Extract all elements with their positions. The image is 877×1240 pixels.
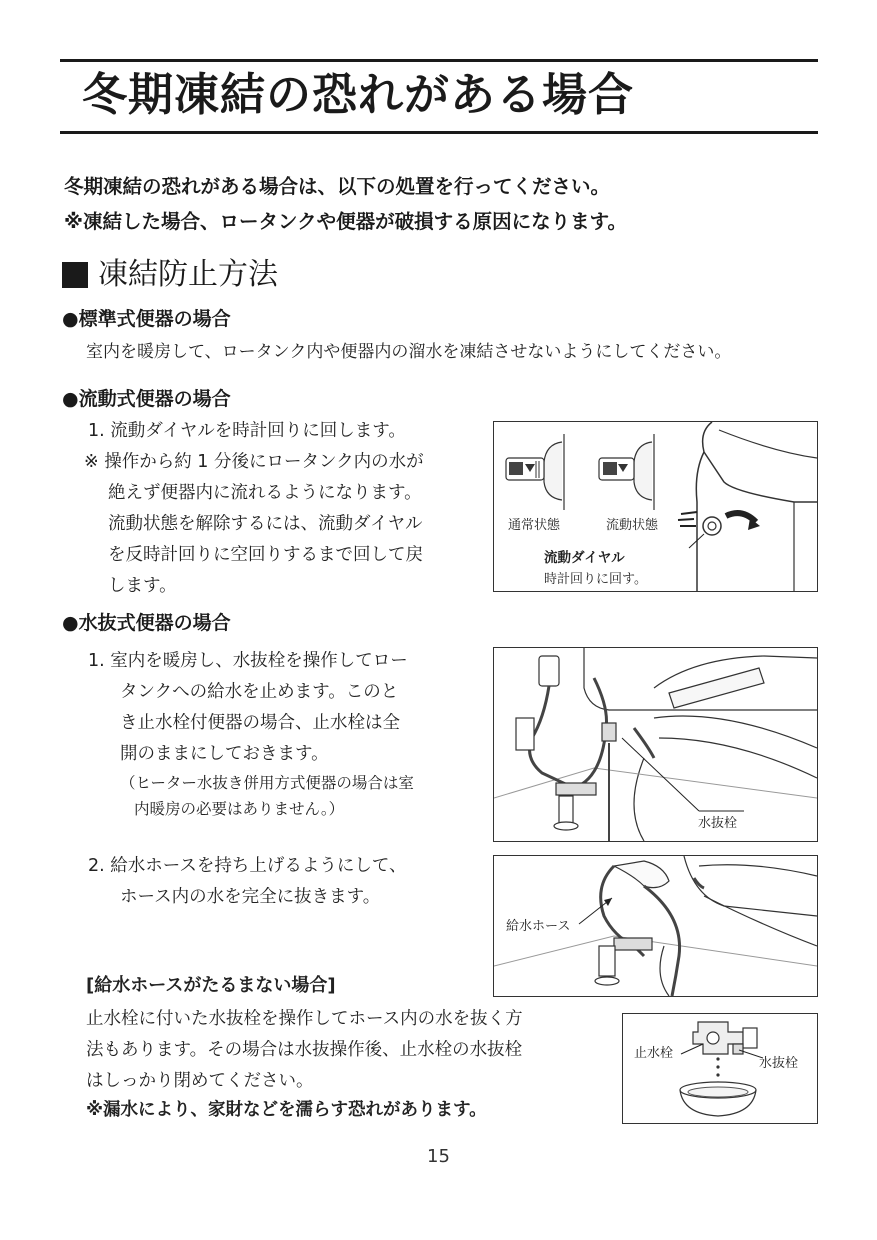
intro-line-1: 冬期凍結の恐れがある場合は、以下の処置を行ってください。 bbox=[64, 175, 611, 198]
flow-dial-caption-text: 時計回りに回す。 bbox=[544, 572, 647, 587]
flow-note-line: 流動状態を解除するには、流動ダイヤル bbox=[108, 514, 423, 534]
intro-line-2: ※凍結した場合、ロータンクや便器が破損する原因になります。 bbox=[64, 210, 628, 233]
section-heading bbox=[62, 253, 278, 297]
drain-step-1-line: 1. 室内を暖房し、水抜栓を操作してロー bbox=[88, 651, 408, 671]
standard-heading: ●標準式便器の場合 bbox=[62, 308, 231, 330]
flow-state-label: 流動状態 bbox=[606, 518, 659, 533]
flow-dial-figure bbox=[493, 421, 818, 592]
drain-valve-figure bbox=[493, 647, 818, 842]
drain-plug-label-2: 水抜栓 bbox=[759, 1056, 799, 1071]
flow-note-line: します。 bbox=[108, 576, 177, 596]
flow-note-line: 絶えず便器内に流れるようになります。 bbox=[108, 483, 422, 503]
no-sag-heading: [給水ホースがたるまない場合] bbox=[86, 975, 336, 996]
no-sag-text-line: 法もあります。その場合は水抜操作後、止水栓の水抜栓 bbox=[86, 1040, 523, 1060]
drain-step-1-note-line: 内暖房の必要はありません。） bbox=[134, 800, 345, 818]
drain-step-2-line: 2. 給水ホースを持ち上げるようにして、 bbox=[88, 856, 407, 876]
leak-warning: ※漏水により、家財などを濡らす恐れがあります。 bbox=[86, 1100, 487, 1120]
normal-state-dial-illustration bbox=[506, 434, 564, 510]
drain-plug-label: 水抜栓 bbox=[698, 816, 738, 831]
stop-valve-label: 止水栓 bbox=[634, 1046, 674, 1061]
flow-note-line: を反時計回りに空回りするまで回して戻 bbox=[108, 545, 423, 565]
flow-dial-illustration bbox=[494, 422, 817, 591]
drain-valve-illustration bbox=[494, 648, 817, 841]
flow-step-1: 1. 流動ダイヤルを時計回りに回します。 bbox=[88, 421, 406, 441]
valve-basin-figure bbox=[622, 1013, 818, 1124]
standard-text: 室内を暖房して、ロータンク内や便器内の溜水を凍結させないようにしてください。 bbox=[86, 342, 732, 362]
flow-dial-caption-title: 流動ダイヤル bbox=[544, 550, 625, 566]
no-sag-text-line: はしっかり閉めてください。 bbox=[86, 1071, 314, 1091]
drain-heading: ●水抜式便器の場合 bbox=[62, 612, 231, 634]
normal-state-label: 通常状態 bbox=[508, 518, 561, 533]
page-number: 15 bbox=[427, 1146, 450, 1167]
section-heading-text: 凍結防止方法 bbox=[98, 257, 278, 292]
page-title: 冬期凍結の恐れがある場合 bbox=[82, 68, 635, 121]
square-bullet-icon bbox=[62, 262, 88, 288]
supply-hose-figure bbox=[493, 855, 818, 997]
supply-hose-label: 給水ホース bbox=[506, 919, 571, 934]
flow-state-dial-illustration bbox=[599, 434, 654, 510]
flow-note-line: ※ 操作から約 1 分後にロータンク内の水が bbox=[84, 452, 424, 472]
flow-heading: ●流動式便器の場合 bbox=[62, 388, 231, 410]
tank-side-illustration bbox=[678, 422, 817, 591]
drain-step-1-line: き止水栓付便器の場合、止水栓は全 bbox=[120, 713, 400, 733]
drain-step-1-note-line: （ヒーター水抜き併用方式便器の場合は室 bbox=[120, 774, 414, 792]
drain-step-1-line: 開のままにしておきます。 bbox=[120, 744, 329, 764]
drain-step-2-line: ホース内の水を完全に抜きます。 bbox=[120, 887, 381, 907]
no-sag-text-line: 止水栓に付いた水抜栓を操作してホース内の水を抜く方 bbox=[86, 1009, 523, 1029]
title-bottom-rule bbox=[60, 131, 818, 134]
drain-step-1-line: タンクへの給水を止めます。このと bbox=[120, 682, 399, 702]
